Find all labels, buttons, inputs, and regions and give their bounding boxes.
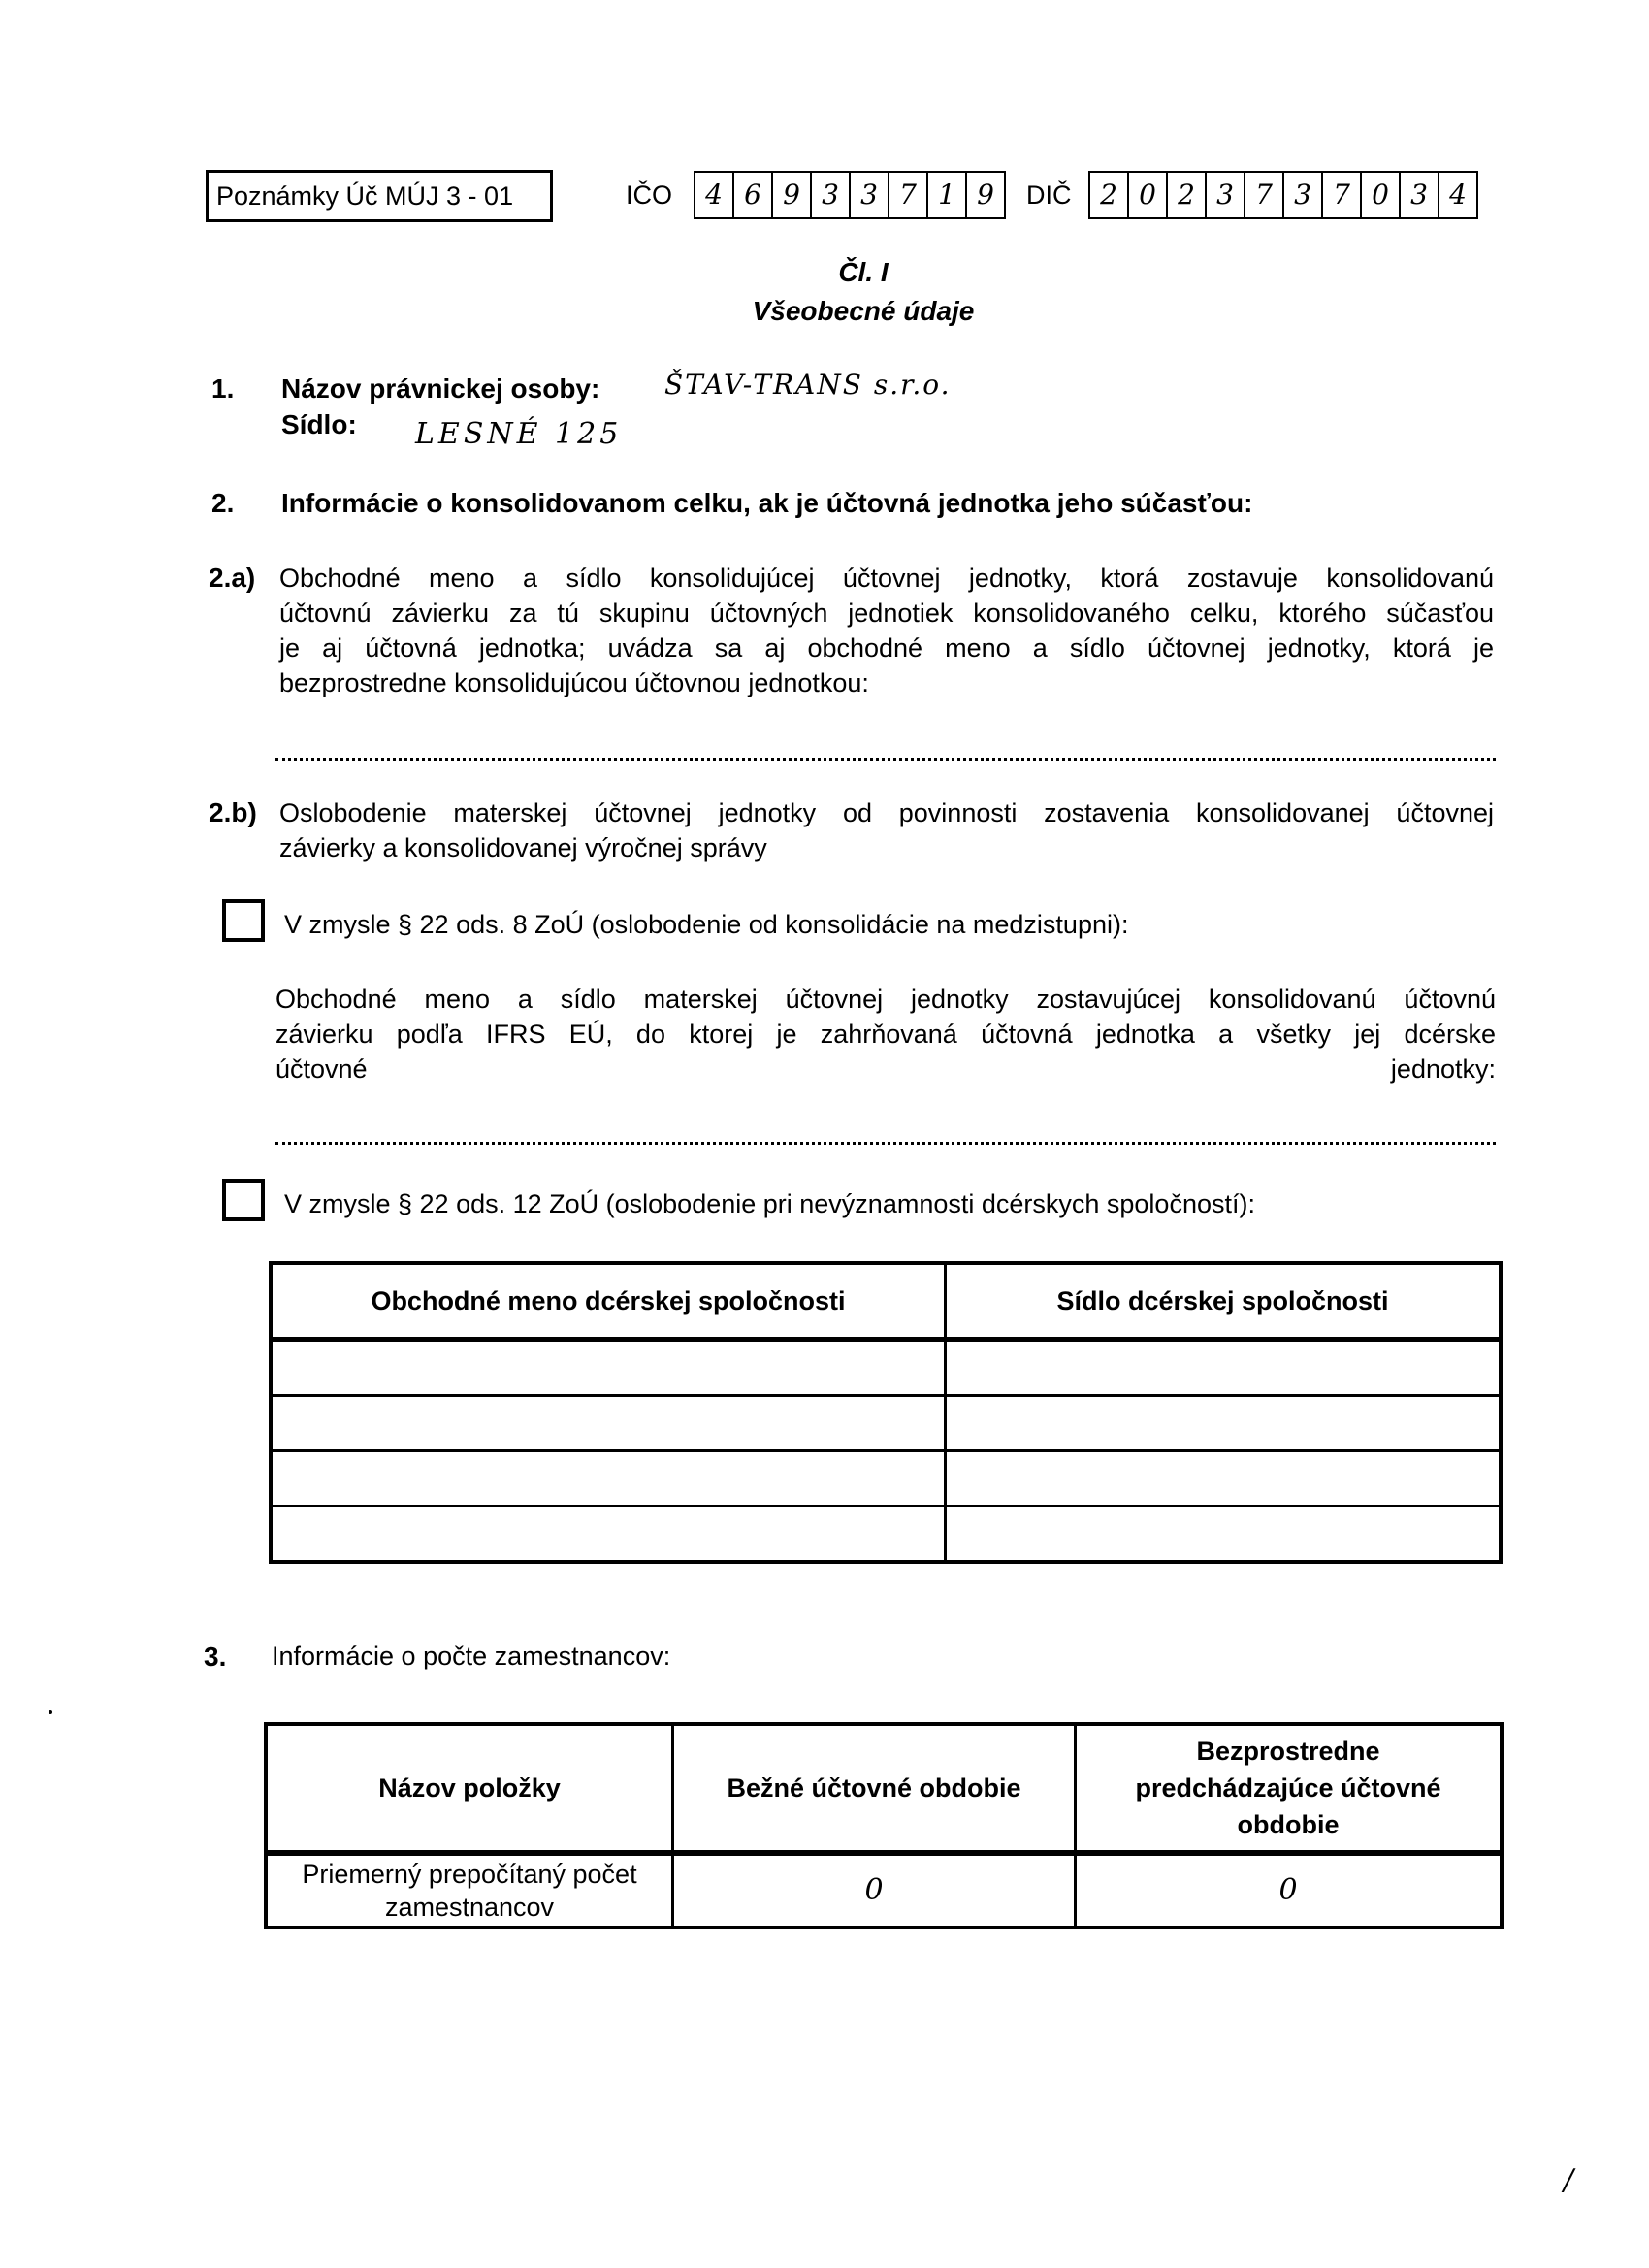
ico-label: IČO (626, 180, 673, 210)
current-period-value[interactable]: 0 (673, 1853, 1076, 1928)
subsidiary-name-cell[interactable] (271, 1507, 946, 1563)
subsidiary-seat-cell[interactable] (946, 1507, 1502, 1563)
dic-digit[interactable]: 3 (1207, 173, 1245, 217)
table-row (266, 1853, 1502, 1928)
ico-digit[interactable]: 4 (695, 173, 734, 217)
dic-digit[interactable]: 7 (1245, 173, 1284, 217)
section-2a-text (279, 561, 1494, 700)
dic-digit-boxes (1088, 171, 1478, 219)
employees-table (264, 1722, 1504, 1929)
paragraph-line: Obchodné meno a sídlo materskej účtovnej jednotky zostavujúcej konsolidovanú účtovnú (275, 985, 1496, 1014)
exemption-art22-12-checkbox[interactable] (222, 1179, 265, 1221)
dic-digit[interactable]: 0 (1129, 173, 1168, 217)
subsidiary-seat-cell[interactable] (946, 1396, 1502, 1451)
column-header: Bezprostredne predchádzajúce účtovné obdobie (1076, 1724, 1503, 1853)
legal-entity-name-value[interactable]: ŠTAV-TRANS s.r.o. (664, 369, 952, 401)
parent-entity-text (275, 982, 1496, 1086)
parent-entity-fill-line[interactable] (275, 1142, 1496, 1145)
page-mark: / (1564, 2163, 1574, 2197)
subsidiary-seat-cell[interactable] (946, 1340, 1502, 1396)
table-row (271, 1507, 1501, 1563)
ico-digit[interactable]: 9 (773, 173, 812, 217)
section-2-title: Informácie o konsolidovanom celku, ak je účtovná jednotka jeho súčasťou: (281, 488, 1253, 518)
dic-digit[interactable]: 2 (1168, 173, 1207, 217)
article-title: Všeobecné údaje (752, 296, 975, 326)
exemption-art22-8-checkbox[interactable] (222, 899, 265, 942)
exemption-art22-12-label: V zmysle § 22 ods. 12 ZoÚ (oslobodenie pri nevýznamnosti dcérskych spoločností): (284, 1189, 1255, 1218)
ico-digit[interactable]: 3 (812, 173, 851, 217)
table-row (271, 1451, 1501, 1507)
section-1-number: 1. (211, 373, 235, 404)
legal-entity-name-label: Názov právnickej osoby: (281, 373, 600, 404)
table-header-row (271, 1263, 1501, 1340)
ico-digit[interactable]: 3 (851, 173, 889, 217)
section-2-number: 2. (211, 488, 235, 518)
ico-digit[interactable]: 1 (928, 173, 967, 217)
section-3-title: Informácie o počte zamestnancov: (272, 1641, 671, 1670)
dic-digit[interactable]: 3 (1401, 173, 1439, 217)
subsidiary-name-cell[interactable] (271, 1451, 946, 1507)
dic-digit[interactable]: 0 (1362, 173, 1401, 217)
paragraph-line: závierku podľa IFRS EÚ, do ktorej je zahrňovaná účtovná jednotka a všetky jej dcérske (275, 1020, 1496, 1049)
ico-digit[interactable]: 7 (889, 173, 928, 217)
ico-digit-boxes (694, 171, 1006, 219)
ico-digit[interactable]: 6 (734, 173, 773, 217)
column-header: Bežné účtovné obdobie (673, 1724, 1076, 1853)
section-2b-text (279, 795, 1494, 865)
table-header-row (266, 1724, 1502, 1853)
table-row (271, 1340, 1501, 1396)
column-header: Obchodné meno dcérskej spoločnosti (271, 1263, 946, 1340)
item-name-cell: Priemerný prepočítaný počet zamestnancov (266, 1853, 673, 1928)
paragraph-line: Obchodné meno a sídlo konsolidujúcej účtovnej jednotky, ktorá zostavuje konsolidovanú (279, 564, 1494, 593)
dic-label: DIČ (1026, 180, 1072, 210)
paragraph-line: závierky a konsolidovanej výročnej správy (279, 833, 767, 862)
scan-speck (48, 1710, 52, 1714)
section-2b-number: 2.b) (209, 797, 257, 827)
column-header: Názov položky (266, 1724, 673, 1853)
seat-label: Sídlo: (281, 409, 357, 439)
consolidating-entity-fill-line[interactable] (275, 758, 1496, 761)
dic-digit[interactable]: 4 (1449, 178, 1467, 211)
ico-digit[interactable]: 9 (977, 178, 994, 211)
paragraph-line: účtovnú závierku za tú skupinu účtovných jednotiek konsolidovaného celku, ktorého súčasťou (279, 599, 1494, 628)
table-row (271, 1396, 1501, 1451)
exemption-art22-8-label: V zmysle § 22 ods. 8 ZoÚ (oslobodenie od konsolidácie na medzistupni): (284, 910, 1129, 939)
column-header: Sídlo dcérskej spoločnosti (946, 1263, 1502, 1340)
previous-period-value[interactable]: 0 (1076, 1853, 1503, 1928)
subsidiary-seat-cell[interactable] (946, 1451, 1502, 1507)
paragraph-line: účtovné jednotky: (275, 1054, 1496, 1084)
paragraph-line: bezprostredne konsolidujúcou účtovnou jednotkou: (279, 668, 869, 697)
subsidiary-name-cell[interactable] (271, 1340, 946, 1396)
paragraph-line: je aj účtovná jednotka; uvádza sa aj obchodné meno a sídlo účtovnej jednotky, ktorá je (279, 633, 1494, 663)
dic-digit[interactable]: 2 (1090, 173, 1129, 217)
section-2a-number: 2.a) (209, 563, 256, 593)
article-number: Čl. I (838, 257, 889, 287)
subsidiary-name-cell[interactable] (271, 1396, 946, 1451)
section-3-number: 3. (204, 1641, 227, 1671)
seat-value[interactable]: LESNÉ 125 (415, 417, 623, 451)
dic-digit[interactable]: 3 (1284, 173, 1323, 217)
subsidiaries-table (269, 1261, 1503, 1564)
dic-digit[interactable]: 7 (1323, 173, 1362, 217)
form-identifier: Poznámky Úč MÚJ 3 - 01 (206, 170, 553, 222)
paragraph-line: Oslobodenie materskej účtovnej jednotky od povinnosti zostavenia konsolidovanej účtovnej (279, 798, 1494, 827)
